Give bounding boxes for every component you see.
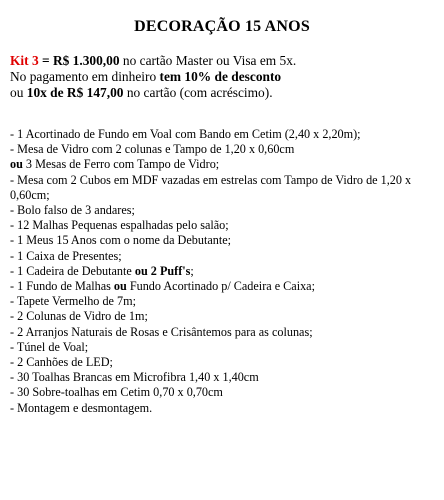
list-item: - 1 Acortinado de Fundo em Voal com Bando em Cetim (2,40 x 2,20m);	[10, 127, 361, 141]
offer-line-3	[10, 85, 438, 101]
list-item	[10, 157, 438, 172]
list-item	[10, 264, 438, 279]
kit-price: R$ 1.300,00	[52, 53, 120, 68]
list-item	[10, 279, 438, 294]
list-item: - Túnel de Voal;	[10, 339, 89, 354]
offer-line-1	[10, 53, 438, 69]
list-item-text: 3 Mesas de Ferro com Tampo de Vidro;	[22, 157, 220, 172]
discount-text: tem 10% de desconto	[159, 69, 282, 84]
list-item-text: - 1 Fundo de Malhas	[10, 279, 114, 294]
offer-block	[10, 53, 438, 101]
list-item: - 2 Arranjos Naturais de Rosas e Crisântemos para as colunas;	[10, 324, 313, 339]
list-item: - 1 Meus 15 Anos com o nome da Debutante;	[10, 233, 232, 248]
list-item: - 2 Canhões de LED;	[10, 355, 113, 370]
list-item: - Tapete Vermelho de 7m;	[10, 294, 136, 309]
list-item: - 30 Sobre-toalhas em Cetim 0,70 x 0,70cm	[10, 385, 223, 400]
list-item-or: ou	[113, 279, 127, 294]
offer-line-3-pre: ou	[10, 85, 27, 100]
offer-line-1-rest: no cartão Master ou Visa em 5x.	[119, 53, 297, 68]
installment-text: 10x de R$ 147,00	[26, 85, 124, 100]
kit-label: Kit 3	[10, 53, 39, 68]
list-item-or: ou	[10, 157, 23, 172]
list-item-text: ;	[190, 263, 194, 278]
list-item: - Mesa com 2 Cubos em MDF vazadas em estrelas com Tampo de Vidro de 1,20 x 0,60cm;	[10, 172, 412, 202]
list-item-puffs: 2 Puff's	[150, 263, 191, 278]
list-item: - Bolo falso de 3 andares;	[10, 203, 135, 218]
equals-sign: =	[38, 53, 53, 68]
page-title: DECORAÇÃO 15 ANOS	[134, 18, 310, 35]
list-item-text: - 1 Cadeira de Debutante	[10, 263, 135, 278]
list-item: - 30 Toalhas Brancas em Microfibra 1,40 x 1,40cm	[10, 370, 259, 385]
offer-line-3-rest: no cartão (com acréscimo).	[123, 85, 273, 100]
offer-line-2-pre: No pagamento em dinheiro	[10, 69, 160, 84]
list-item: - 1 Caixa de Presentes;	[10, 248, 122, 263]
items-list	[10, 127, 438, 416]
list-item-or: ou	[134, 263, 148, 278]
list-item-text: Fundo Acortinado p/ Cadeira e Caixa;	[126, 279, 315, 294]
list-item: - Montagem e desmontagem.	[10, 400, 153, 415]
list-item: - 2 Colunas de Vidro de 1m;	[10, 309, 148, 324]
offer-line-2	[10, 69, 438, 85]
list-item: - 12 Malhas Pequenas espalhadas pelo salão;	[10, 218, 229, 233]
list-item: - Mesa de Vidro com 2 colunas e Tampo de 1,20 x 0,60cm	[10, 142, 295, 157]
